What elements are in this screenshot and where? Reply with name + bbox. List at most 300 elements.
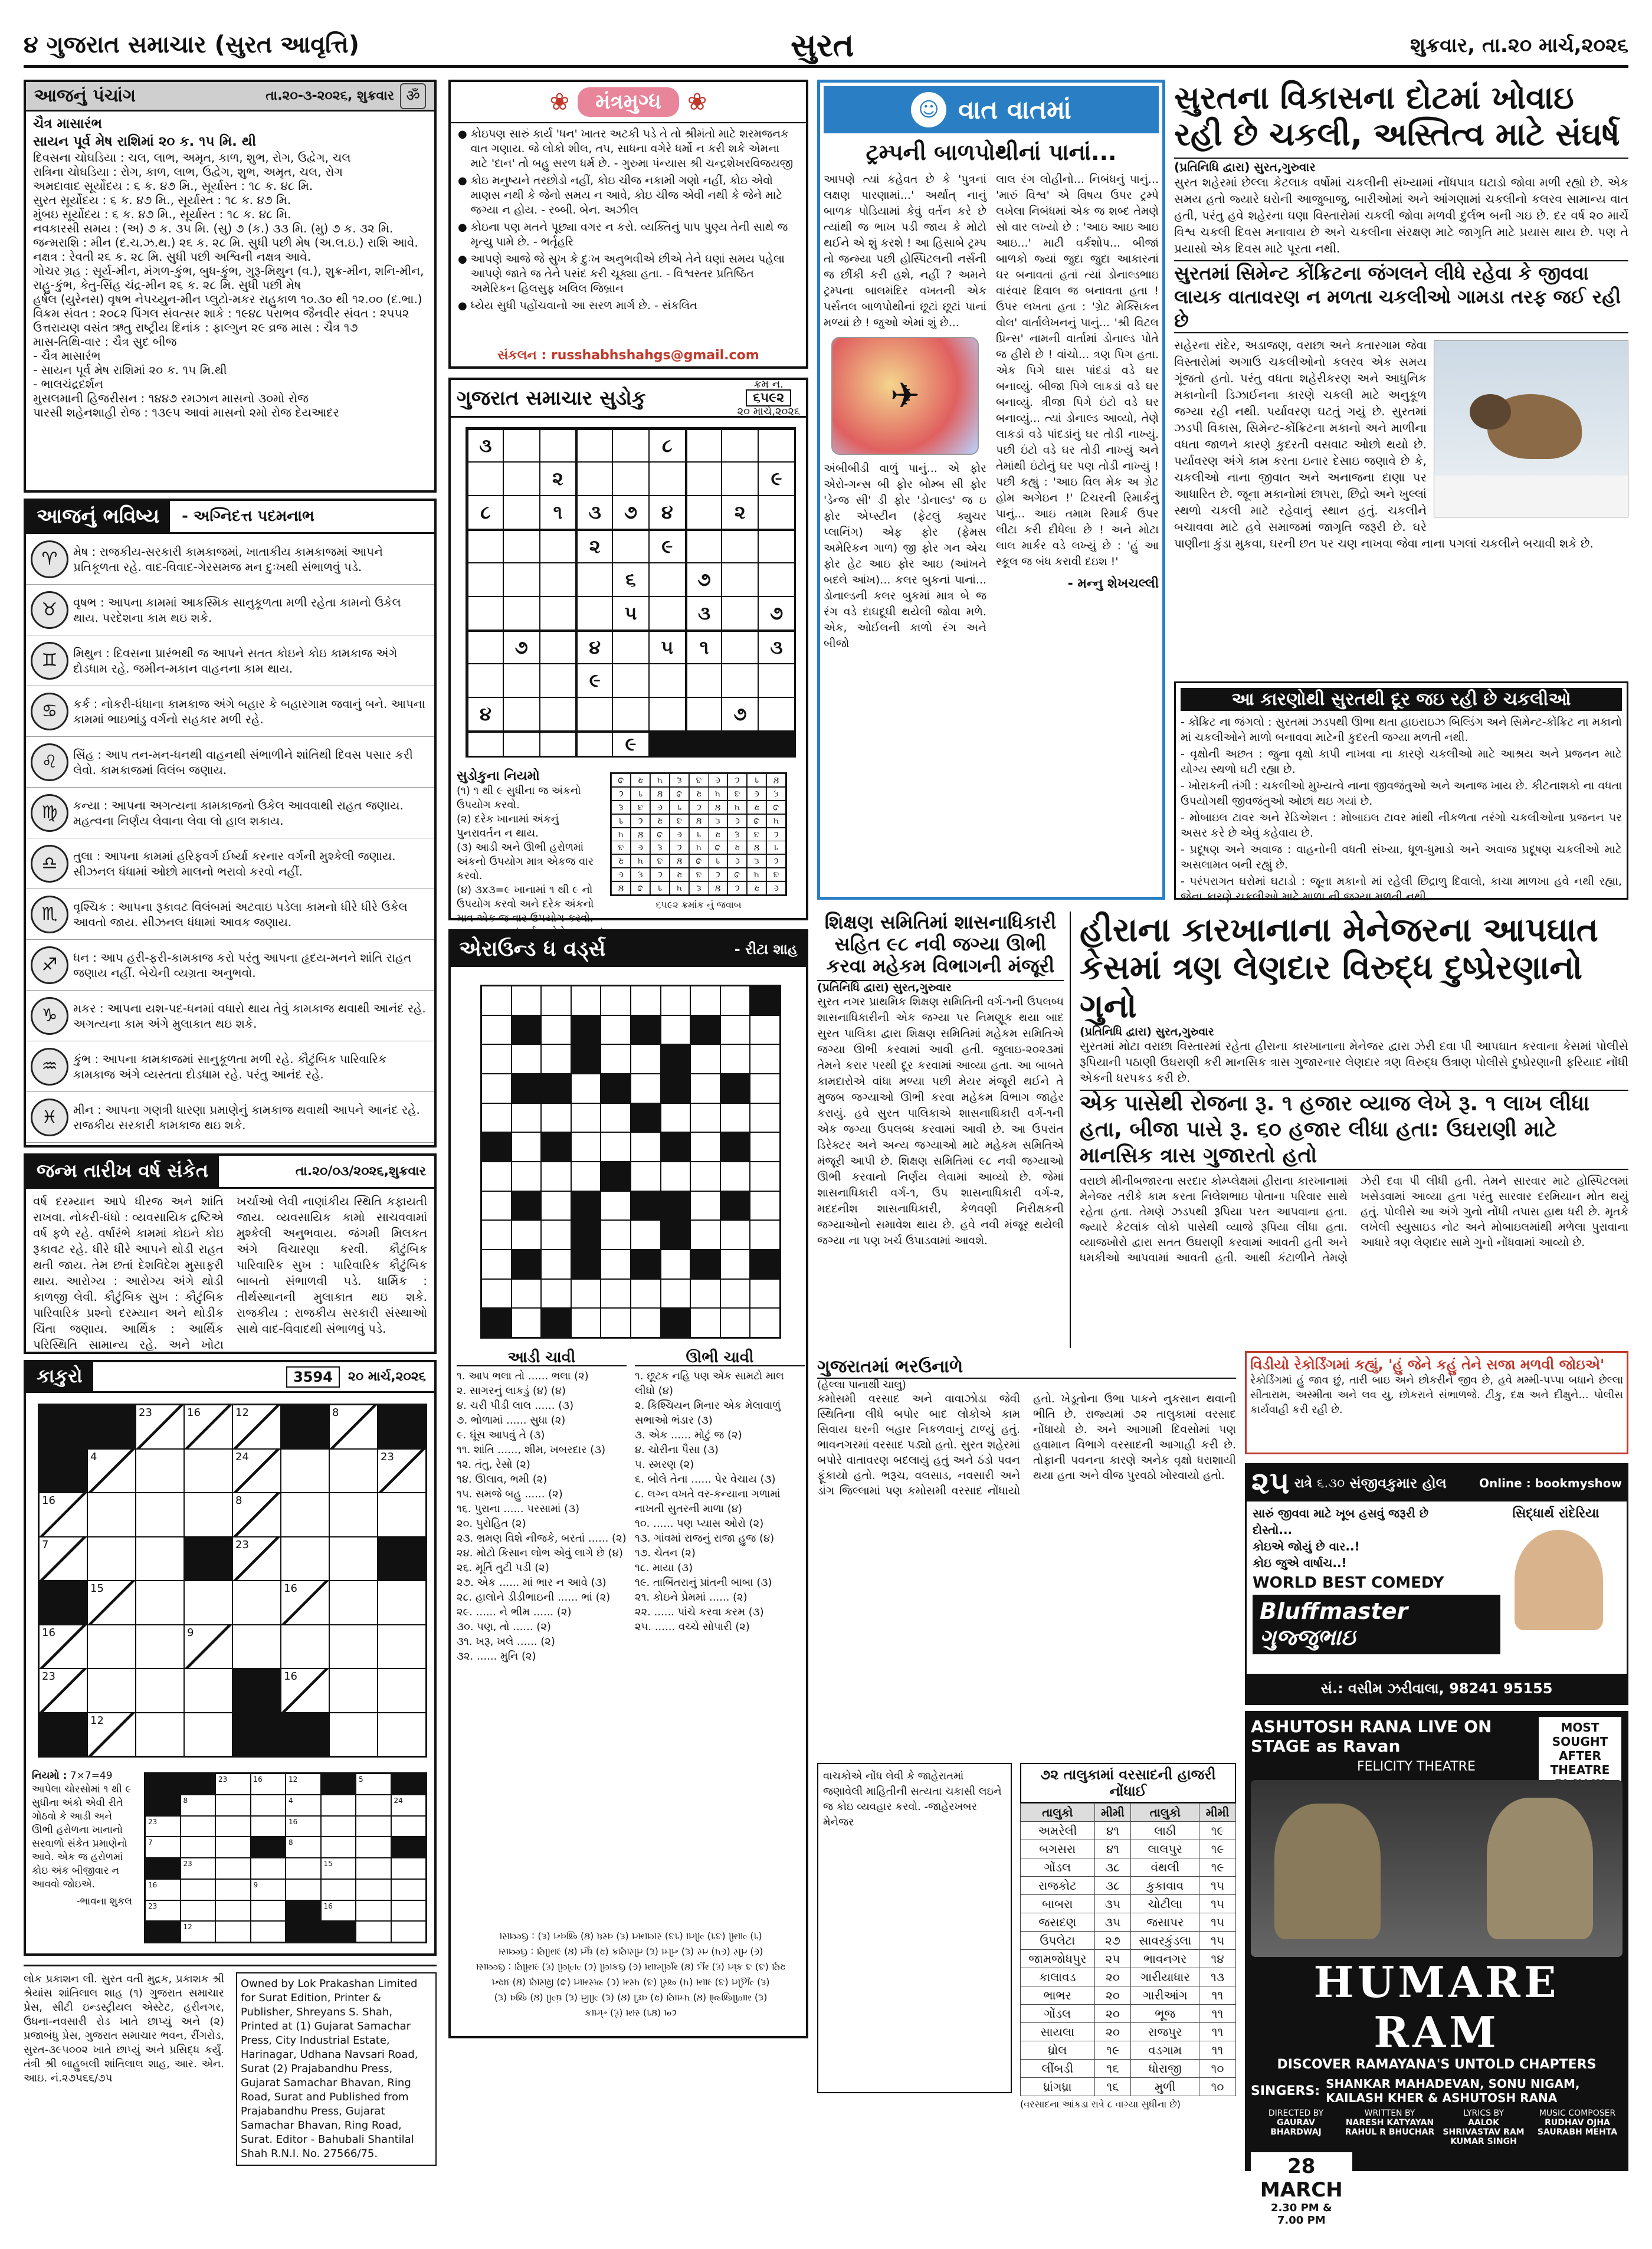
- horoscope-item: [26, 838, 434, 889]
- crossword-cell[interactable]: [601, 986, 630, 1015]
- sudoku-answer-cell: ૮: [767, 855, 785, 867]
- crossword-cell[interactable]: [572, 1074, 601, 1103]
- crossword-cell[interactable]: [512, 986, 541, 1015]
- crossword-cell[interactable]: [721, 1162, 750, 1191]
- kakuro-cell[interactable]: [330, 1450, 377, 1493]
- panchang-line: વિક્રમ સંવત : ૨૦૮૨ પિંગલ સંવત્સર શાકે : ૧૯૪૮ પરાભવ જૈનવીર સંવત : ૨૫૫૨: [33, 306, 409, 320]
- rain-table-cell: વંથલી: [1131, 1858, 1199, 1876]
- crossword-cell[interactable]: [721, 1280, 750, 1308]
- crossword-cell[interactable]: [750, 1309, 779, 1337]
- sudoku-answer-cell: ૫: [709, 788, 727, 800]
- sudoku-cell[interactable]: ૧: [686, 631, 722, 663]
- crossword-cell[interactable]: [512, 1133, 541, 1161]
- sudoku-cell[interactable]: [504, 463, 539, 495]
- crab-icon: ♋: [31, 693, 68, 730]
- crossword-block: [631, 1250, 660, 1278]
- show1-online[interactable]: Online : bookmyshow: [1479, 1476, 1622, 1490]
- crossword-block: [691, 1250, 720, 1278]
- kakuro-clue: 23: [378, 1450, 425, 1493]
- sudoku-cell[interactable]: [467, 530, 503, 562]
- crossword-cell[interactable]: [512, 1104, 541, 1132]
- kakuro-answer-cell: [286, 1858, 320, 1878]
- sudoku-grid[interactable]: [466, 427, 796, 758]
- crossword-cell[interactable]: [661, 1250, 690, 1278]
- crossword-cell[interactable]: [482, 1074, 511, 1103]
- crossword-cell[interactable]: [661, 1280, 690, 1308]
- show1-line: કોઇ જુએ વાર્ષાચ..!: [1253, 1556, 1347, 1570]
- rain-table-row: [1021, 1840, 1236, 1858]
- crossword-cell[interactable]: [750, 1162, 779, 1191]
- sudoku-cell[interactable]: ૨: [540, 463, 576, 495]
- sudoku-answer-cell: ૭: [631, 882, 650, 894]
- sudoku-cell[interactable]: [686, 496, 722, 529]
- sudoku-cell[interactable]: [504, 597, 539, 630]
- sudoku-cell[interactable]: [576, 563, 612, 596]
- crossword-block: [601, 1074, 630, 1103]
- kakuro-date: ૨૦ માર્ચ,૨૦૨૬: [348, 1369, 426, 1384]
- kakuro-cell[interactable]: [330, 1581, 377, 1624]
- rain-table-cell: ૧૯: [1199, 1821, 1236, 1840]
- kakuro-cell[interactable]: [185, 1450, 232, 1493]
- crossword-cell[interactable]: [512, 1221, 541, 1249]
- rain-table-cell: ૧૦: [1199, 2077, 1236, 2096]
- crossword-cell[interactable]: [542, 1192, 571, 1220]
- sudoku-cell[interactable]: [467, 631, 503, 663]
- crossword-cell[interactable]: [482, 1280, 511, 1308]
- sudoku-cell[interactable]: [576, 597, 612, 630]
- crossword-cell[interactable]: [750, 1045, 779, 1073]
- crossword-cell[interactable]: [601, 1016, 630, 1044]
- crossword-cell[interactable]: [601, 1192, 630, 1220]
- crossword-cell[interactable]: [601, 1309, 630, 1337]
- crossword-cell[interactable]: [631, 1309, 660, 1337]
- mantra-text: કોઇના પણ મતને પૂછ્યા વગર ન કરો. વ્યક્તિનું પાપ પુણ્ય તેની સાથે જ મૃત્યુ પામે છે. - ભર્તૃહરિ: [470, 221, 788, 248]
- crossword-cell[interactable]: [691, 1221, 720, 1249]
- sudoku-cell[interactable]: [686, 698, 722, 730]
- crossword-cell[interactable]: [572, 1162, 601, 1191]
- crossword-cell[interactable]: [691, 1104, 720, 1132]
- crossword-cell[interactable]: [631, 1221, 660, 1249]
- sudoku-cell[interactable]: [759, 429, 794, 461]
- sudoku-cell[interactable]: [686, 463, 722, 495]
- crossword-cell[interactable]: [542, 1280, 571, 1308]
- vaat-headline: ટ્રમ્પની બાળપોથીનાં પાનાં...: [866, 139, 1117, 165]
- sudoku-cell[interactable]: [613, 463, 648, 495]
- kakuro-cell[interactable]: [378, 1625, 425, 1668]
- kakuro-answer-cell: [356, 1901, 391, 1921]
- horoscope-text: મકર : આપના યશ-પદ-ધનમાં વધારો થાય તેવું કામકાજ થવાથી આનંદ રહે. અગત્યના કામ અંગે મુલાકાત થઇ શકે.: [73, 1001, 426, 1031]
- crossword-cell[interactable]: [512, 1309, 541, 1337]
- rain-sub: (હેલ્લા પાનાથી ચાલુ): [817, 1378, 906, 1391]
- sudoku-cell[interactable]: [650, 563, 685, 596]
- rain-table-header: મીમી: [1199, 1803, 1236, 1821]
- rain-table-cell: ૩૫: [1094, 1913, 1131, 1931]
- kakuro-clue: 8: [233, 1493, 280, 1536]
- sudoku-cell[interactable]: ૬: [613, 563, 648, 596]
- kakuro-cell[interactable]: [88, 1625, 135, 1668]
- sudoku-cell[interactable]: [722, 429, 758, 461]
- kakuro-cell[interactable]: [281, 1493, 329, 1536]
- crossword-cell[interactable]: [721, 986, 750, 1015]
- crossword-cell[interactable]: [691, 1133, 720, 1161]
- crossword-cell[interactable]: [661, 986, 690, 1015]
- kakuro-answer-clue: 16: [251, 1774, 286, 1794]
- sudoku-cell[interactable]: [540, 597, 576, 630]
- rain-article: [817, 1357, 1236, 2171]
- sudoku-cell[interactable]: ૩: [576, 496, 612, 529]
- crossword-cell[interactable]: [542, 1221, 571, 1249]
- sudoku-cell[interactable]: [504, 496, 539, 529]
- sudoku-cell[interactable]: ૪: [467, 698, 503, 730]
- panchang-line: મુંબઇ સૂર્યોદય : ૬ ક. ૪૭ મિ., સૂર્યાસ્ત : ૧૮ ક. ૪૮ મિ.: [33, 207, 291, 221]
- sudoku-cell[interactable]: [504, 563, 539, 596]
- kakuro-cell[interactable]: [88, 1493, 135, 1536]
- crossword-block: [631, 1104, 660, 1132]
- kakuro-cell[interactable]: [185, 1713, 232, 1756]
- crossword-cell[interactable]: [601, 1104, 630, 1132]
- sudoku-cell[interactable]: [759, 563, 794, 596]
- crossword-cell[interactable]: [691, 1192, 720, 1220]
- horoscope-list: [26, 534, 434, 1143]
- crossword-cell[interactable]: [691, 1162, 720, 1191]
- kakuro-cell[interactable]: [281, 1537, 329, 1581]
- kakuro-cell[interactable]: [136, 1625, 183, 1668]
- sudoku-cell[interactable]: [613, 631, 648, 663]
- sudoku-answer-cell: ૭: [612, 774, 630, 786]
- sudoku-answer-cell: ૩: [670, 815, 689, 827]
- crossword-cell[interactable]: [691, 1045, 720, 1073]
- crossword-cell[interactable]: [721, 1309, 750, 1337]
- crossword-cell[interactable]: [512, 1162, 541, 1191]
- kakuro-cell[interactable]: [378, 1713, 425, 1756]
- sudoku-answer-cell: ૧: [651, 882, 669, 894]
- sudoku-cell[interactable]: [650, 698, 685, 730]
- crossword-cell[interactable]: [572, 1280, 601, 1308]
- crossword-cell[interactable]: [631, 1074, 660, 1103]
- mantra-contact: સંકલન : russhabhshahgs@gmail.com: [497, 348, 759, 363]
- sudoku-cell[interactable]: [540, 563, 576, 596]
- crossword-cell[interactable]: [601, 1045, 630, 1073]
- sudoku-cell[interactable]: [722, 631, 758, 663]
- sudoku-cell[interactable]: [722, 463, 758, 495]
- sudoku-cell[interactable]: [540, 530, 576, 562]
- crossword-cell[interactable]: [750, 1133, 779, 1161]
- horoscope-text: વૃષભ : આપના કામમાં આકસ્મિક સાનુકૂળતા મળી રહેતા કામનો ઉકેલ થાય. પરદેશના કામ થઇ શકે.: [73, 595, 401, 625]
- crossword-cell[interactable]: [721, 1104, 750, 1132]
- sudoku-cell[interactable]: ૫: [613, 597, 648, 630]
- crossword-cell[interactable]: [750, 1192, 779, 1220]
- sudoku-cell[interactable]: [504, 429, 539, 461]
- crossword-cell[interactable]: [542, 1016, 571, 1044]
- kakuro-cell[interactable]: [88, 1537, 135, 1581]
- sudoku-cell[interactable]: [467, 664, 503, 697]
- panchang-box: [24, 80, 437, 493]
- crossword-cell[interactable]: [631, 1045, 660, 1073]
- sudoku-cell[interactable]: ૨: [722, 496, 758, 529]
- sudoku-cell[interactable]: [759, 530, 794, 562]
- crossword-cell[interactable]: [631, 1162, 660, 1191]
- crossword-cell[interactable]: [542, 1250, 571, 1278]
- kakuro-block: [185, 1537, 232, 1581]
- crossword-cell[interactable]: [631, 1133, 660, 1161]
- horoscope-text: કર્ક : નોકરી-ધંધાના કામકાજ અંગે બહાર કે બહારગામ જવાનું બને. આપના કામમાં ભાઇભાંડુ વર્ગનો સહકાર મળી રહે.: [73, 696, 425, 726]
- rain-table-cell: ભાભર: [1021, 1986, 1095, 2004]
- crossword-box: [448, 929, 808, 2038]
- crossword-cell[interactable]: [691, 1309, 720, 1337]
- sudoku-cell[interactable]: ૮: [650, 429, 685, 461]
- crossword-cell[interactable]: [542, 1104, 571, 1132]
- sudoku-cell[interactable]: ૭: [613, 496, 648, 529]
- rain-table-cell: ૧૬: [1094, 2077, 1131, 2096]
- sudoku-cell[interactable]: [467, 463, 503, 495]
- sudoku-cell[interactable]: [613, 530, 648, 562]
- show2-tickets[interactable]: TICKETS AVAILABLE ON bookmyshow or Call #7011636420: [1251, 2234, 1622, 2249]
- sudoku-cell[interactable]: [540, 732, 576, 756]
- kakuro-cell[interactable]: [233, 1581, 280, 1624]
- kakuro-cell[interactable]: [378, 1581, 425, 1624]
- sudoku-cell[interactable]: ૧: [540, 496, 576, 529]
- kakuro-answer-block: [322, 1774, 356, 1794]
- sudoku-cell[interactable]: ૨: [576, 530, 612, 562]
- crossword-cell[interactable]: [691, 986, 720, 1015]
- sparrow-reason: - મોબાઇલ ટાવર અને રેડિએશન : મોબાઇલ ટાવર માંથી નીકળતા તરંગો ચકલીઓના પ્રજનન પર અસર કરે છે એવું કહેવાય છે.: [1181, 811, 1622, 840]
- kakuro-clue: 8: [330, 1405, 377, 1448]
- crossword-cell[interactable]: [601, 1280, 630, 1308]
- crossword-cell[interactable]: [482, 1192, 511, 1220]
- sudoku-cell[interactable]: [540, 698, 576, 730]
- kakuro-answer-cell: [181, 1880, 215, 1900]
- sudoku-cell[interactable]: [759, 496, 794, 529]
- crossword-cell[interactable]: [661, 1162, 690, 1191]
- sudoku-cell[interactable]: [576, 698, 612, 730]
- sudoku-cell[interactable]: [504, 732, 539, 756]
- sudoku-cell[interactable]: ૭: [759, 597, 794, 630]
- sudoku-cell[interactable]: [722, 530, 758, 562]
- kakuro-answer-clue: 23: [146, 1817, 180, 1837]
- kakuro-clue: 16: [281, 1581, 329, 1624]
- crossword-cell[interactable]: [482, 1104, 511, 1132]
- sudoku-answer-cell: ૨: [728, 841, 746, 854]
- kakuro-cell[interactable]: [330, 1537, 377, 1581]
- kakuro-title: કાકુરો: [26, 1362, 93, 1391]
- crossword-cell[interactable]: [572, 986, 601, 1015]
- crossword-cell[interactable]: [750, 1221, 779, 1249]
- crossword-cell[interactable]: [542, 1162, 571, 1191]
- crossword-cell[interactable]: [631, 986, 660, 1015]
- crossword-cell[interactable]: [482, 1045, 511, 1073]
- vaat-col1b-text: અંબીબીડી વાળું પાનું... એ ફોર એરો-ગન્સ બી ફોર બોમ્બ સી ફોર 'ડેન્જ સી' ડી ફોર 'ડોનાલ્ડ' જ ઇ ફોર એપ્સ્ટીન (ફેટલું ક્યુચર પ્લાનિંગ) એફ ફોર (ફેમસ અમેરિકન ગાળ) જી ફોર ગન એચ ફોર હેટ આઇ ફોર આઇ (આંખને બદલે આંખ)... કલર બુકનાં પાનાં... ડોનાલ્ડની કલર બુકમાં માત્ર બે જ રંગ વડે દાઘદૂઘી થયેલી જોવા મળે. એક, ઓઈલની કાળો રંગ અને બીજો: [824, 462, 986, 650]
- kakuro-cell[interactable]: [136, 1669, 183, 1712]
- kakuro-cell[interactable]: [136, 1537, 183, 1581]
- sudoku-cell[interactable]: ૭: [686, 563, 722, 596]
- panchang-line: જન્મરાશિ : મીન (દ.ચ.ઝ.થ.) ૨૬ ક. ૨૮ મિ. સુધી પછી મેષ (અ.લ.ઇ.) રાશિ આવે.: [33, 235, 418, 250]
- across-clue: ૨૭. એક ...... માં ભાર ન આવે (૩): [457, 1576, 607, 1589]
- crossword-cell[interactable]: [750, 1016, 779, 1044]
- across-clue: ૧. આપ ભલા તો ...... ભલા (૨): [457, 1370, 589, 1382]
- sudoku-cell[interactable]: ૯: [576, 664, 612, 697]
- show2-top: ASHUTOSH RANA LIVE ON STAGE as Ravan: [1251, 1717, 1492, 1756]
- sudoku-cell[interactable]: ૮: [467, 496, 503, 529]
- sudoku-cell[interactable]: [613, 429, 648, 461]
- sudoku-cell[interactable]: ૯: [650, 530, 685, 562]
- sudoku-cell[interactable]: [504, 664, 539, 697]
- sparrow-reasons-title: આ કારણોથી સુરતથી દૂર જઇ રહી છે ચકલીઓ: [1181, 688, 1622, 711]
- crossword-cell[interactable]: [601, 1250, 630, 1278]
- sudoku-cell[interactable]: [504, 530, 539, 562]
- sudoku-cell[interactable]: ૯: [759, 463, 794, 495]
- kakuro-cell[interactable]: [330, 1669, 377, 1712]
- kakuro-cell[interactable]: [281, 1625, 329, 1668]
- down-clue: ૫. સ્મરણ (૨): [635, 1458, 694, 1471]
- across-clue: ૧૫. સમજે બહુ ...... (૨): [457, 1488, 563, 1500]
- sudoku-cell[interactable]: [613, 664, 648, 697]
- crossword-block: [750, 986, 779, 1015]
- crossword-cell[interactable]: [721, 1016, 750, 1044]
- crossword-cell[interactable]: [721, 1221, 750, 1249]
- sudoku-header: [451, 380, 806, 418]
- sudoku-cell[interactable]: [722, 664, 758, 697]
- crossword-cell[interactable]: [542, 986, 571, 1015]
- across-clue: ૨૪. મોટો કિસાન લોભ એવું લાગે છે (૪): [457, 1547, 623, 1559]
- sudoku-answer-cell: ૭: [651, 828, 669, 841]
- panchang-line: ગોચર ગ્રહ : સૂર્ય-મીન, મંગળ-કુંભ, બુધ-કુંભ, ગુરૂ-મિથુન (વ.), શુક્ર-મીન, શનિ-મીન, રાહુ-કુંભ, કેતુ-સિંહ ચંદ્ર-મીન ૨૬ ક. ૨૮ મિ. સુધી પછી મેષ: [33, 264, 424, 292]
- sudoku-answer-cell: ૭: [748, 815, 766, 827]
- kakuro-cell[interactable]: [136, 1713, 183, 1756]
- kakuro-cell[interactable]: [136, 1493, 183, 1536]
- crossword-cell[interactable]: [482, 1162, 511, 1191]
- rain-table-cell: ૨૦: [1094, 1968, 1131, 1986]
- sudoku-cell[interactable]: [540, 631, 576, 663]
- shikshan-article: [817, 912, 1071, 1348]
- kakuro-cell[interactable]: [330, 1713, 377, 1756]
- kakuro-cell[interactable]: [136, 1581, 183, 1624]
- crossword-answer-line: (૯) તીર (૯૫) તર (૬) નીત્ત (૬) તીરાણક (૨) ઘૂત (૪) ગ્રમીણ : ઉલ્લાસ: [498, 1946, 763, 1958]
- crossword-cell[interactable]: [572, 1104, 601, 1132]
- crossword-cell[interactable]: [691, 1280, 720, 1308]
- kakuro-cell[interactable]: [185, 1669, 232, 1712]
- crossword-cell[interactable]: [691, 1074, 720, 1103]
- sudoku-cell[interactable]: ૪: [576, 631, 612, 663]
- sudoku-cell[interactable]: ૪: [650, 496, 685, 529]
- kakuro-grid[interactable]: [38, 1404, 427, 1758]
- vaat-col1: [824, 172, 986, 652]
- sudoku-cell[interactable]: [650, 463, 685, 495]
- sudoku-cell[interactable]: ૩: [759, 631, 794, 663]
- sudoku-cell[interactable]: [467, 563, 503, 596]
- rain-table-cell: ૧૧: [1199, 2004, 1236, 2022]
- sudoku-cell[interactable]: [467, 732, 503, 756]
- horoscope-text: વૃશ્ચિક : આપના રૂકાવટ વિલંબમાં અટવાઇ પડેલા કામનો ધીરે ધીરે ઉકેલ આવતો જાય. સીઝનલ ધંધામાં આવક જણાય.: [73, 899, 408, 929]
- panchang-line: સુરત સૂર્યોદય : ૬ ક. ૪૭ મિ., સૂર્યાસ્ત : ૧૮ ક. ૪૭ મિ.: [33, 193, 291, 207]
- sudoku-cell[interactable]: [504, 698, 539, 730]
- crossword-cell[interactable]: [512, 1280, 541, 1308]
- kakuro-cell[interactable]: [330, 1493, 377, 1536]
- sudoku-cell[interactable]: [650, 664, 685, 697]
- crossword-block: [512, 1074, 541, 1103]
- sudoku-answer-cell: ૧: [748, 774, 766, 786]
- sudoku-cell[interactable]: [576, 429, 612, 461]
- sudoku-cell[interactable]: [759, 698, 794, 730]
- crossword-grid[interactable]: [480, 985, 781, 1339]
- kakuro-cell[interactable]: [378, 1669, 425, 1712]
- kakuro-cell[interactable]: [88, 1669, 135, 1712]
- sudoku-cell[interactable]: ૩: [686, 597, 722, 630]
- crossword-cell[interactable]: [631, 1280, 660, 1308]
- crossword-cell[interactable]: [572, 1309, 601, 1337]
- rain-body: કમોસમી વરસાદ અને વાવાઝોડા જેવી સ્થિતિના લીધે બપોર બાદ લોકોએ કામ સિવાય ઘરની બહાર નિકળવાનું ટાળ્યું હતું. ભાવનગરમાં વરસાદ પડ્યો હતો. સુરત શહેરમાં બપોરે વાતાવરણ બદલાયું હતું અને ઠંડો પવન ફૂંકાયો હતો. ભરૂચ, વલસાડ, નવસારી અને ડાંગ જિલ્લામાં પણ કમોસમી વરસાદ નોંધાયો હતો. ખેડૂતોના ઉભા પાકને નુકસાન થવાની ભીતિ છે. રાજ્યમાં ૭૨ તાલુકામાં વરસાદ નોંધાયો છે. અને આગામી દિવસોમાં પણ હવામાન વિભાગે વરસાદની આગાહી કરી છે. તોફાની પવનના કારણે અનેક વૃક્ષો ધરાશાયી થયા હતા અને વીજ પુરવઠો ખોરવાયો હતો.: [817, 1392, 1236, 1497]
- show2-written-label: WRITTEN BY: [1364, 2109, 1415, 2118]
- crossword-cell[interactable]: [601, 1221, 630, 1249]
- sudoku-cell[interactable]: ૭: [722, 698, 758, 730]
- kakuro-cell[interactable]: [281, 1450, 329, 1493]
- sudoku-cell[interactable]: [686, 530, 722, 562]
- sudoku-answer-cell: ૧: [767, 841, 785, 854]
- sudoku-cell[interactable]: [759, 664, 794, 697]
- scorpion-icon: ♏: [31, 896, 68, 933]
- sudoku-cell[interactable]: [722, 563, 758, 596]
- crossword-cell[interactable]: [542, 1045, 571, 1073]
- kakuro-answer-block: [146, 1858, 180, 1878]
- crossword-cell[interactable]: [750, 1104, 779, 1132]
- crossword-cell[interactable]: [482, 1221, 511, 1249]
- crossword-cell[interactable]: [482, 1016, 511, 1044]
- sudoku-answer-cell: ૩: [728, 788, 746, 800]
- sudoku-cell[interactable]: [613, 698, 648, 730]
- rain-table-cell: ૩૫: [1094, 1894, 1131, 1913]
- sudoku-answer-cell: ૨: [748, 882, 766, 894]
- crossword-cell[interactable]: [721, 1045, 750, 1073]
- crossword-cell[interactable]: [482, 986, 511, 1015]
- kakuro-cell[interactable]: [136, 1450, 183, 1493]
- crossword-cell[interactable]: [601, 1133, 630, 1161]
- kakuro-cell[interactable]: [330, 1625, 377, 1668]
- lion-icon: ♌: [31, 743, 68, 781]
- sudoku-answer-cell: ૨: [709, 828, 727, 841]
- show2-badge: MOST SOUGHT AFTER THEATRE: [1539, 1717, 1621, 1809]
- sudoku-cell[interactable]: ૫: [650, 631, 685, 663]
- crossword-cell[interactable]: [721, 1250, 750, 1278]
- kakuro-cell[interactable]: [233, 1625, 280, 1668]
- sudoku-cell[interactable]: ૩: [467, 429, 503, 461]
- sudoku-answer-cell: ૪: [651, 788, 669, 800]
- sudoku-cell[interactable]: [686, 429, 722, 461]
- sudoku-cell[interactable]: ૯: [613, 732, 648, 756]
- crossword-cell[interactable]: [661, 1016, 690, 1044]
- sudoku-cell[interactable]: [650, 597, 685, 630]
- sudoku-cell[interactable]: ૭: [504, 631, 539, 663]
- crossword-cell[interactable]: [750, 1280, 779, 1308]
- sudoku-cell[interactable]: [467, 597, 503, 630]
- kakuro-cell[interactable]: [185, 1581, 232, 1624]
- sudoku-title: ગુજરાત સમાચાર સુડોકુ: [457, 386, 646, 410]
- crossword-cell[interactable]: [482, 1250, 511, 1278]
- sudoku-cell[interactable]: [722, 597, 758, 630]
- sudoku-cell[interactable]: [576, 732, 612, 756]
- kakuro-answer-cell: [216, 1858, 250, 1878]
- kakuro-cell[interactable]: [378, 1493, 425, 1536]
- sudoku-cell[interactable]: [540, 664, 576, 697]
- crossword-cell[interactable]: [512, 1045, 541, 1073]
- kakuro-cell[interactable]: [185, 1493, 232, 1536]
- crossword-cell[interactable]: [661, 1104, 690, 1132]
- kakuro-block: [88, 1405, 135, 1448]
- sudoku-cell[interactable]: [576, 463, 612, 495]
- sudoku-cell[interactable]: [686, 664, 722, 697]
- crossword-cell[interactable]: [750, 1074, 779, 1103]
- crossword-cell[interactable]: [572, 1133, 601, 1161]
- sudoku-cell[interactable]: [540, 429, 576, 461]
- across-clue: ૯. ઘૂંસ આપવું તે (૩): [457, 1429, 545, 1441]
